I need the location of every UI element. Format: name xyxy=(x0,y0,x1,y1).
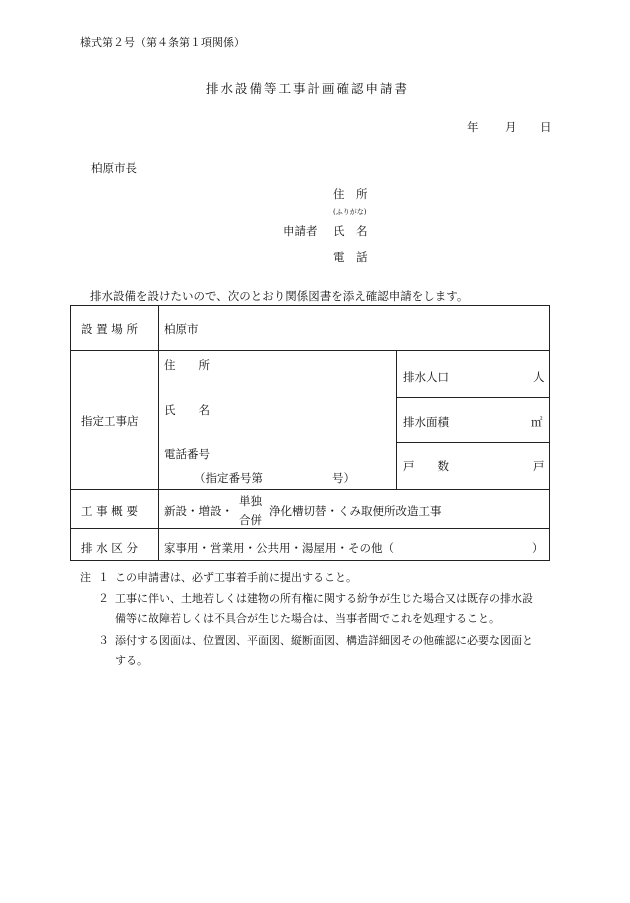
note-1-number: １ xyxy=(98,571,109,584)
applicant-phone-label: 電 話 xyxy=(333,250,368,264)
note-2-text-line2: 備等に故障若しくは不具合が生じた場合は、当事者間でこれを処理すること。 xyxy=(115,612,500,625)
application-table xyxy=(70,305,550,561)
area-unit: ㎡ xyxy=(531,415,543,429)
notes-label: 注 xyxy=(80,571,91,584)
work-prefix: 新設・増設・ xyxy=(164,504,233,518)
households-unit: 戸 xyxy=(533,459,545,473)
note-3-text-line1: 添付する図面は、位置図、平面図、縦断面図、構造詳細図その他確認に必要な図面と xyxy=(115,634,533,647)
note-3-text-line2: する。 xyxy=(115,654,148,667)
contractor-label: 指定工事店 xyxy=(81,414,139,428)
note-3-number: ３ xyxy=(98,634,109,647)
drain-value: 家事用・営業用・公共用・湯屋用・その他（ ） xyxy=(164,541,544,555)
work-option-single: 単独 xyxy=(239,494,262,508)
contractor-name-label: 氏 名 xyxy=(164,403,210,417)
applicant-label: 申請者 xyxy=(283,224,318,238)
applicant-furigana-label: (ふりがな) xyxy=(333,208,367,216)
drain-label: 排 水 区 分 xyxy=(81,541,138,555)
applicant-address-label: 住 所 xyxy=(333,187,368,201)
location-value: 柏原市 xyxy=(164,322,199,336)
area-label: 排水面積 xyxy=(403,415,449,429)
contractor-phone-label: 電話番号 xyxy=(164,447,210,461)
note-2-number: ２ xyxy=(98,592,109,605)
contractor-address-label: 住 所 xyxy=(164,358,210,372)
applicant-name-label: 氏 名 xyxy=(333,224,368,238)
addressee: 柏原市長 xyxy=(91,161,137,175)
date-year: 年 xyxy=(467,120,479,134)
contractor-number-label: （指定番号第 号） xyxy=(194,471,355,485)
note-1-text: この申請書は、必ず工事着手前に提出すること。 xyxy=(115,571,357,584)
document-title: 排水設備等工事計画確認申請書 xyxy=(206,81,410,96)
note-2-text-line1: 工事に伴い、土地若しくは建物の所有権に関する紛争が生じた場合又は既存の排水設 xyxy=(115,592,533,605)
population-unit: 人 xyxy=(533,370,545,384)
form-number: 様式第２号（第４条第１項関係） xyxy=(80,36,245,49)
households-label: 戸 数 xyxy=(403,459,449,473)
population-label: 排水人口 xyxy=(403,370,449,384)
work-suffix: 浄化槽切替・くみ取便所改造工事 xyxy=(269,504,442,518)
work-label: 工 事 概 要 xyxy=(81,504,138,518)
work-option-combined: 合併 xyxy=(239,513,262,527)
date-month: 月 xyxy=(505,120,517,134)
location-label: 設 置 場 所 xyxy=(81,322,138,336)
date-day: 日 xyxy=(540,120,552,134)
intro-text: 排水設備を設けたいので、次のとおり関係図書を添え確認申請をします。 xyxy=(90,289,469,303)
